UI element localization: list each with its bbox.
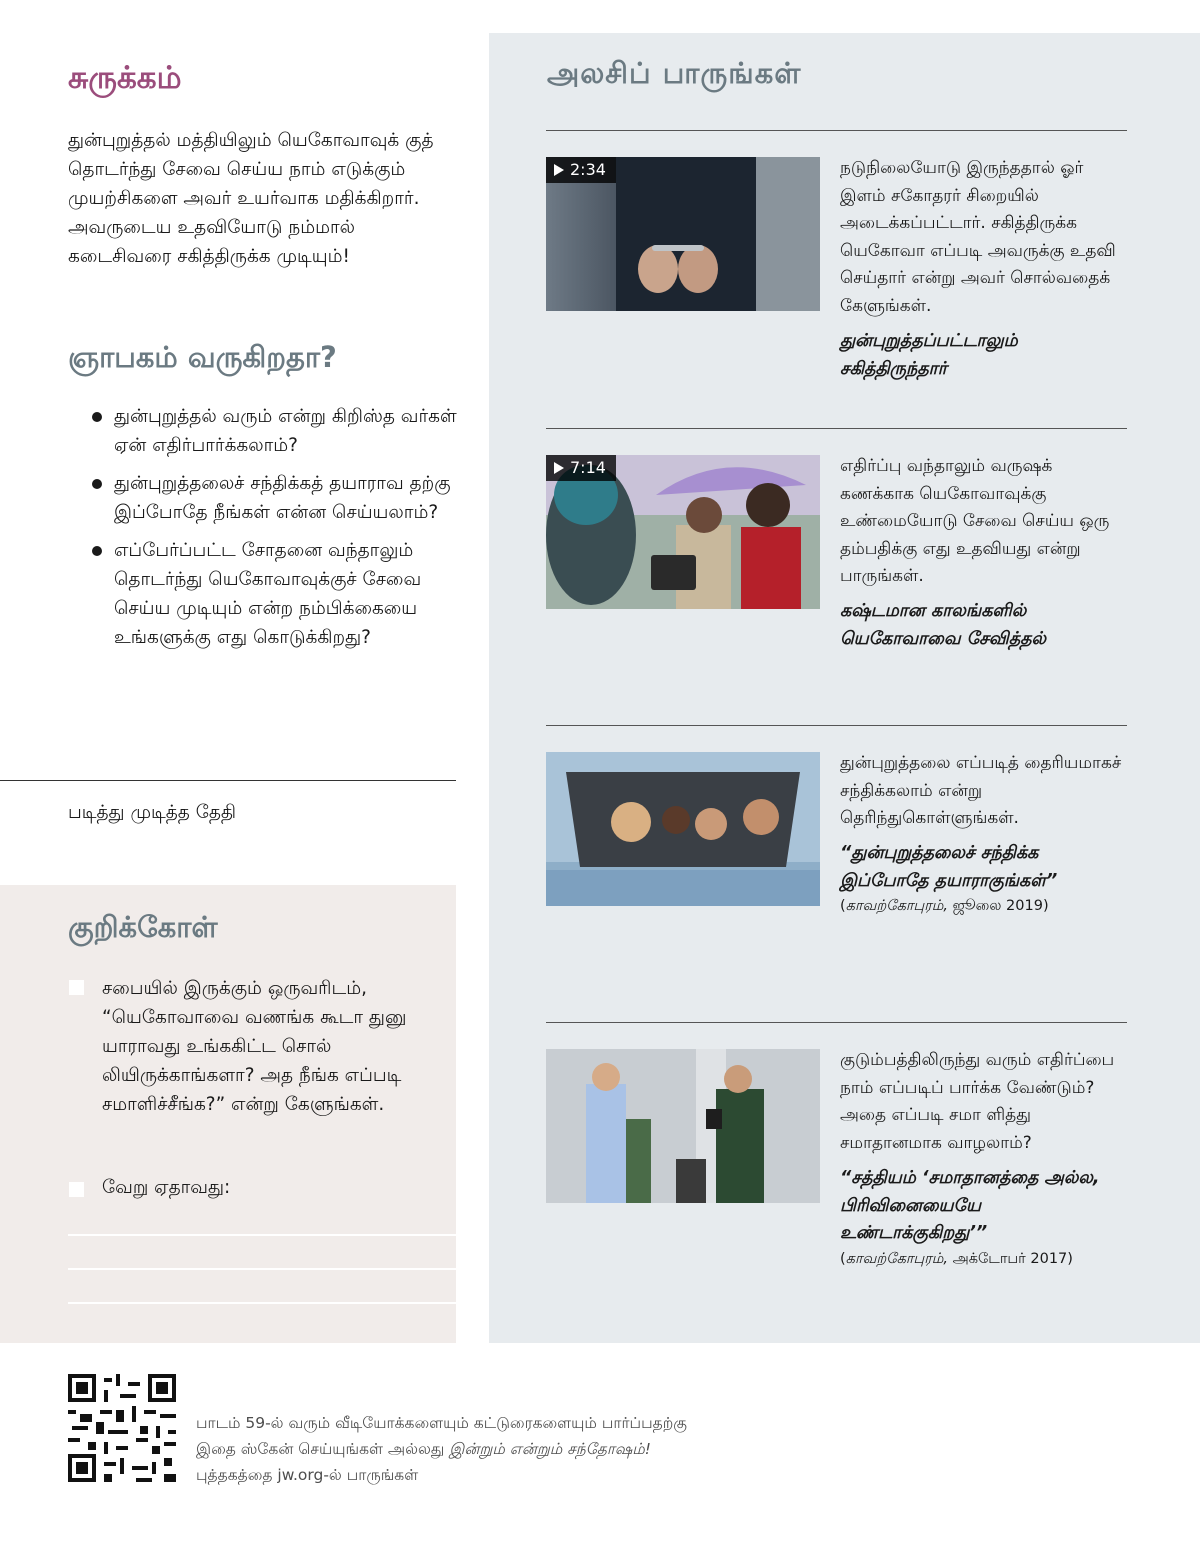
summary-title: சுருக்கம் [68, 60, 182, 96]
item-description: எதிர்ப்பு வந்தாலும் வருஷக் கணக்காக யெகோவாவுக்கு உண்மையோடு சேவை செய்ய ஒரு தம்பதிக்கு எது உதவியது என்று பாருங்கள். [840, 456, 1110, 586]
recall-item [92, 469, 462, 527]
video-thumbnail-umbrella[interactable] [546, 455, 820, 609]
completed-date-label: படித்து முடித்த தேதி [68, 802, 237, 823]
source-publication: காவற்கோபுரம், [845, 898, 948, 914]
article-thumbnail-car[interactable] [546, 752, 820, 906]
bullet-icon [92, 479, 102, 489]
item-link[interactable]: “துன்புறுத்தலைச் சந்திக்க இப்போதே தயாராகுங்கள்” [840, 843, 1058, 891]
divider [546, 130, 1127, 131]
divider [0, 780, 456, 781]
source-paren: ( [840, 898, 846, 914]
goal-2-text: வேறு ஏதாவது: [102, 1177, 231, 1198]
family-argument-image [546, 1049, 820, 1203]
write-line[interactable] [68, 1302, 456, 1304]
play-icon [554, 462, 564, 474]
video-duration-badge [546, 157, 616, 183]
video-duration-badge [546, 455, 616, 481]
source-paren: ( [840, 1251, 846, 1267]
recall-title: ஞாபகம் வருகிறதா? [68, 340, 337, 374]
duration-text: 2:34 [570, 160, 606, 179]
recall-item [92, 536, 462, 652]
item-source [840, 898, 1049, 916]
recall-item-text: துன்புறுத்தலைச் சந்திக்கத் தயாராவ தற்கு இப்போதே நீங்கள் என்ன செய்யலாம்? [114, 473, 451, 523]
item-description: நடுநிலையோடு இருந்ததால் ஓர் இளம் சகோதரர் சிறையில் அடைக்கப்பட்டார். சகித்திருக்க யெகோவா எப்படி அவருக்கு உதவி செய்தார் என்று அவர் சொல்வதைக் கேளுங்கள். [840, 158, 1116, 316]
bullet-icon [92, 546, 102, 556]
recall-item [92, 402, 462, 460]
family-car-image [546, 752, 820, 906]
divider [546, 428, 1127, 429]
source-date: அக்டோபர் 2017) [952, 1251, 1073, 1267]
item-source [840, 1251, 1073, 1269]
footer-text-part: பாடம் 59-ல் வரும் வீடியோக்களையும் கட்டுரைகளையும் பார்ப்பதற்கு இதை ஸ்கேன் செய்யுங்கள் அல்லது [196, 1414, 687, 1458]
recall-item-text: எப்பேர்ப்பட்ட சோதனை வந்தாலும் தொடர்ந்து யெகோவாவுக்குச் சேவை செய்ய முடியும் என்ற நம்பிக்கையை உங்களுக்கு எது கொடுக்கிறது? [114, 540, 422, 648]
item-link[interactable]: “சத்தியம் ‘சமாதானத்தை அல்ல, பிரிவினையையே உண்டாக்குகிறது’” [840, 1168, 1100, 1243]
item-link[interactable]: துன்புறுத்தப்பட்டாலும் சகித்திருந்தார் [840, 331, 1018, 379]
write-line[interactable] [68, 1268, 456, 1270]
qr-code[interactable] [68, 1374, 176, 1482]
item-link[interactable]: கஷ்டமான காலங்களில் யெகோவாவை சேவித்தல் [840, 601, 1047, 649]
write-line[interactable] [68, 1234, 456, 1236]
bullet-icon [92, 412, 102, 422]
goal-2-checkbox-icon[interactable] [69, 1182, 84, 1197]
goal-1-text: சபையில் இருக்கும் ஒருவரிடம், “யெகோவாவை வணங்க கூடா துனு யாராவது உங்ககிட்ட சொல் லியிருக்காங்களா? அத நீங்க எப்படி சமாளிச்சீங்க?” என்று கேளுங்கள். [102, 978, 407, 1115]
item-description: துன்புறுத்தலை எப்படித் தைரியமாகச் சந்திக்கலாம் என்று தெரிந்துகொள்ளுங்கள். [840, 753, 1122, 828]
goal-1-checkbox-icon[interactable] [69, 980, 84, 995]
article-thumbnail-family[interactable] [546, 1049, 820, 1203]
duration-text: 7:14 [570, 458, 606, 477]
goals-title: குறிக்கோள் [68, 910, 218, 944]
recall-list [92, 402, 462, 661]
footer-text [196, 1410, 696, 1488]
divider [546, 1022, 1127, 1023]
recall-item-text: துன்புறுத்தல் வரும் என்று கிறிஸ்த வர்கள் ஏன் எதிர்பார்க்கலாம்? [114, 406, 457, 456]
video-thumbnail-handcuffs[interactable] [546, 157, 820, 311]
source-date: ஜூலை 2019) [952, 898, 1049, 914]
explore-title: அலசிப் பாருங்கள் [547, 56, 802, 90]
book-title[interactable]: இன்றும் என்றும் சந்தோஷம்! [449, 1440, 651, 1458]
footer-text-part: புத்தகத்தை jw.org-ல் பாருங்கள் [196, 1466, 419, 1484]
summary-text: துன்புறுத்தல் மத்தியிலும் யெகோவாவுக் குத் தொடர்ந்து சேவை செய்ய நாம் எடுக்கும் முயற்சிகளை அவர் உயர்வாக மதிக்கிறார். அவருடைய உதவியோடு நம்மால் கடைசிவரை சகித்திருக்க முடியும்! [68, 130, 434, 267]
source-publication: காவற்கோபுரம், [845, 1251, 948, 1267]
item-description: குடும்பத்திலிருந்து வரும் எதிர்ப்பை நாம் எப்படிப் பார்க்க வேண்டும்? அதை எப்படி சமா ளித்து சமாதானமாக வாழலாம்? [840, 1050, 1115, 1153]
play-icon [554, 164, 564, 176]
divider [546, 725, 1127, 726]
